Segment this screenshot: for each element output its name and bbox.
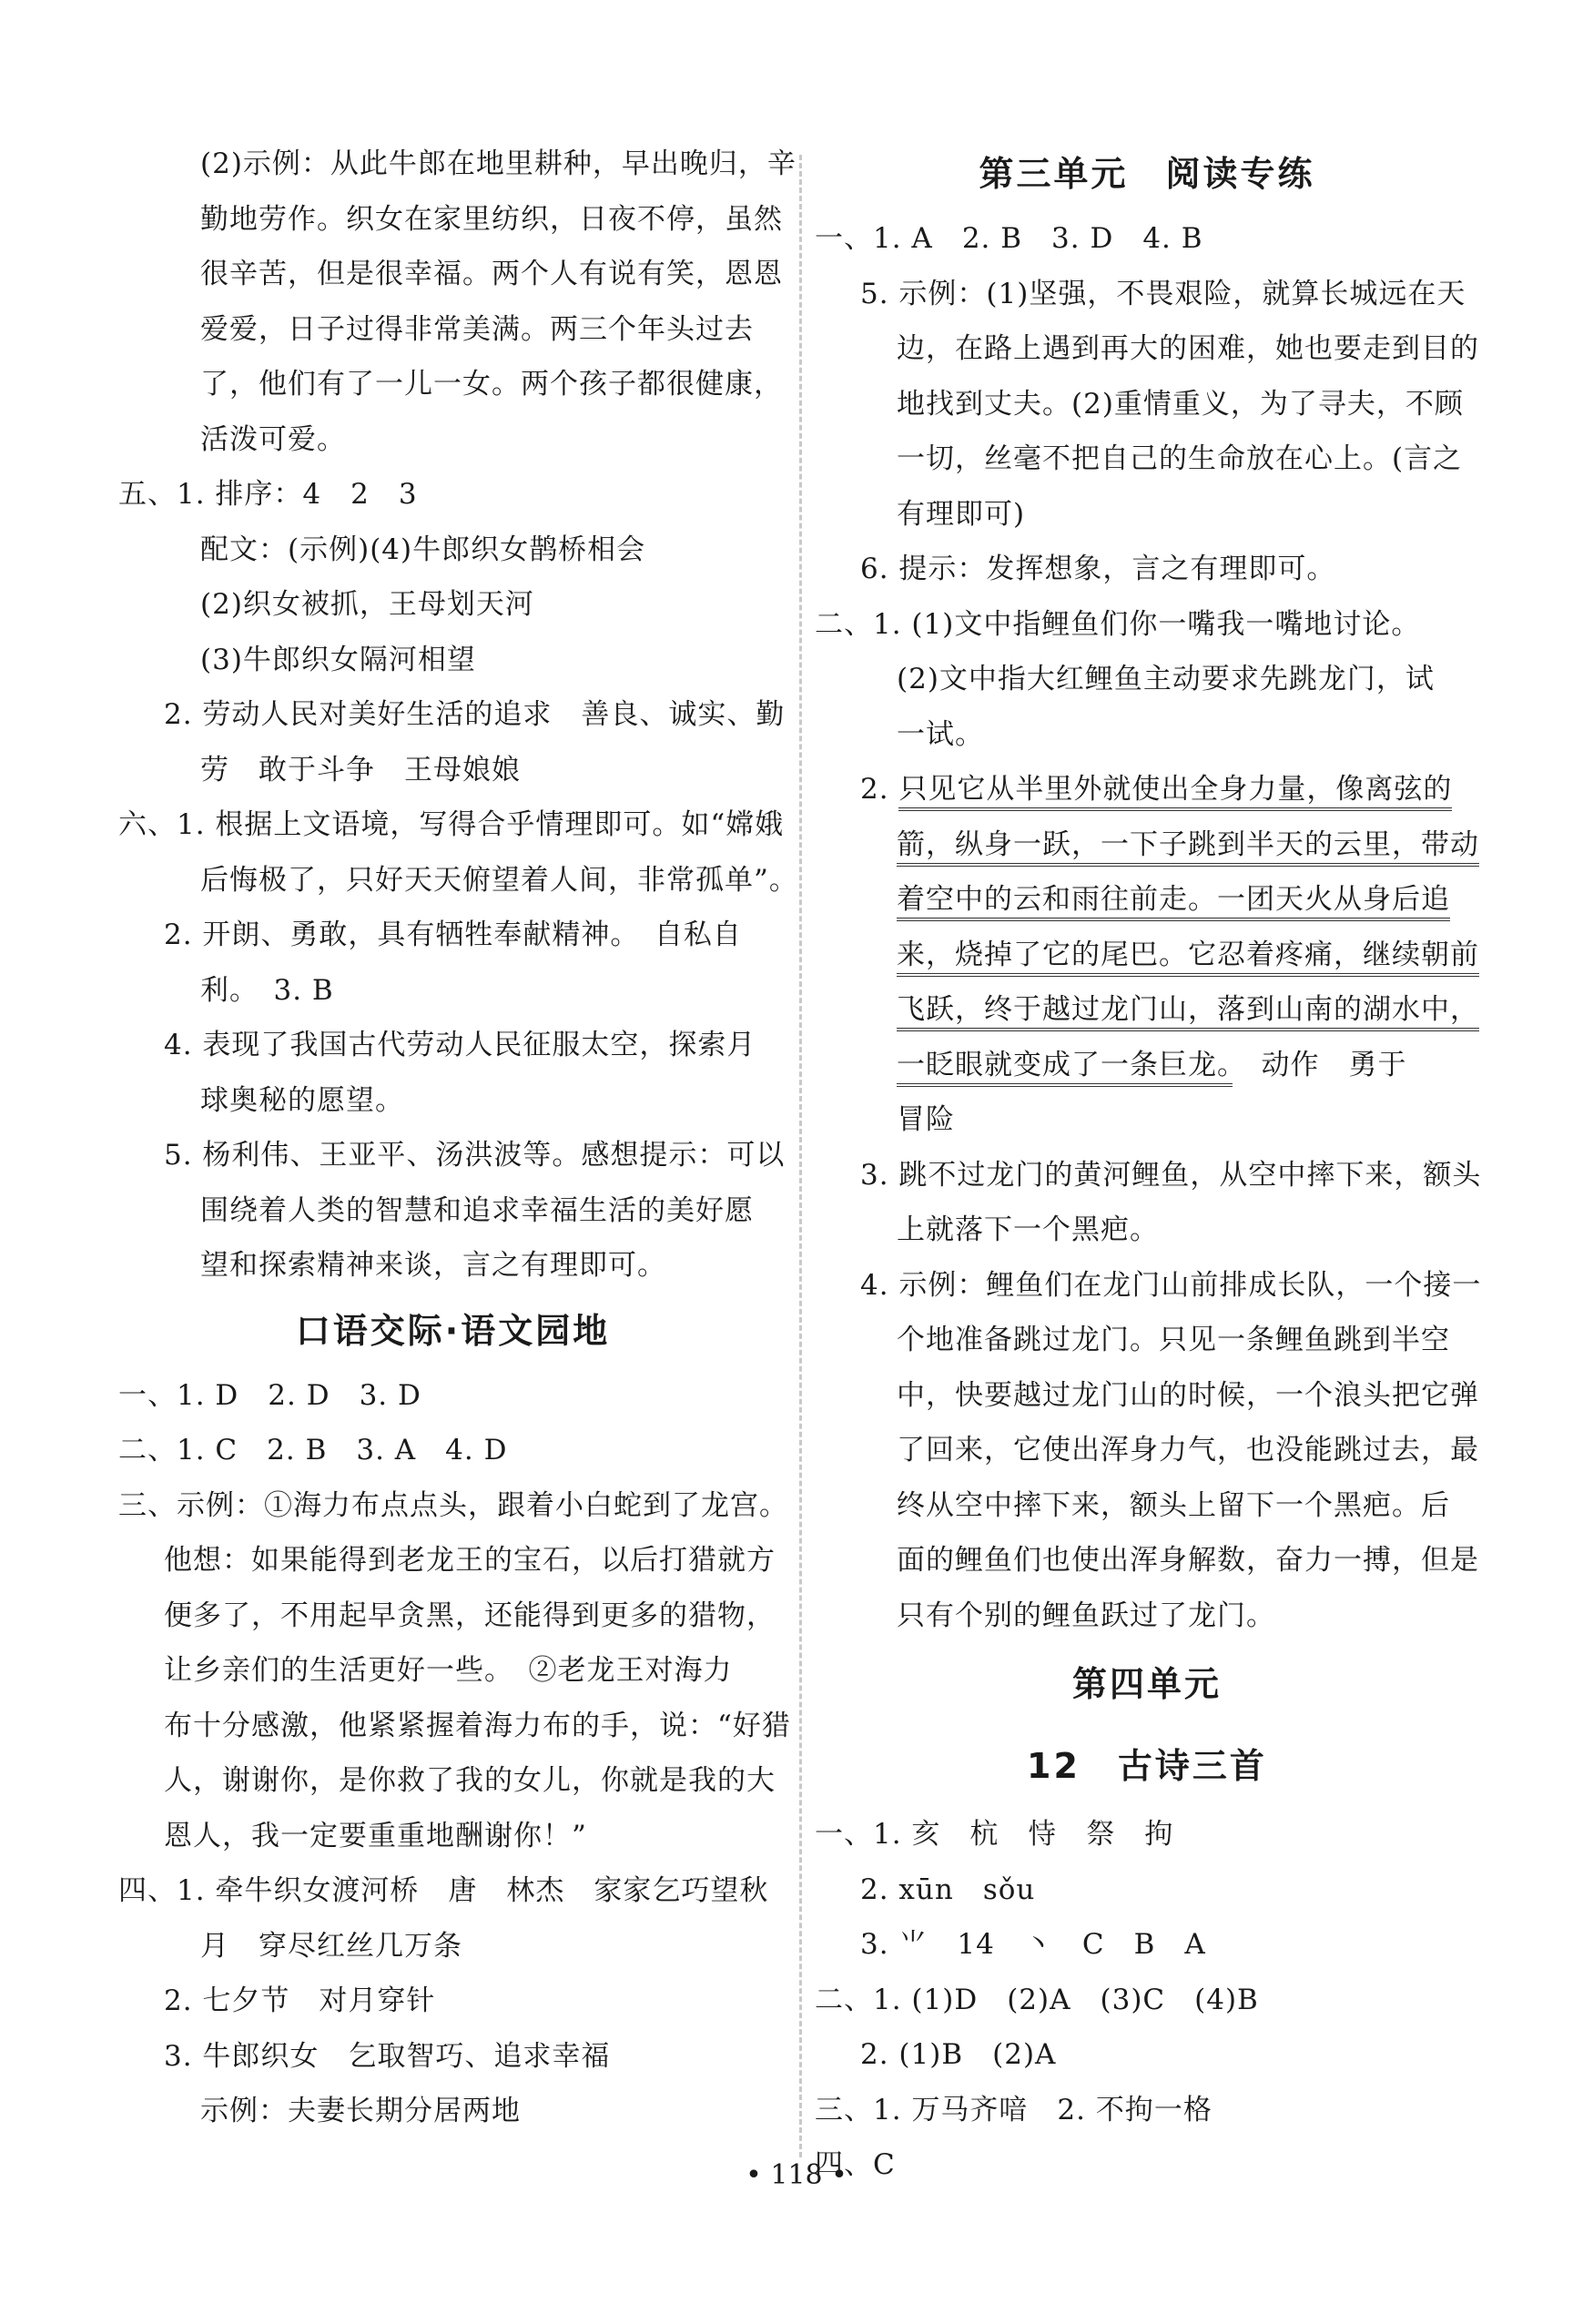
answer-line: 望和探索精神来谈，言之有理即可。: [200, 1249, 666, 1282]
answer-line: 了，他们有了一儿一女。两个孩子都很健康，: [200, 368, 783, 401]
answer-line: 终从空中摔下来，额头上留下一个黑疤。后: [897, 1488, 1450, 1522]
answer-line: 只有个别的鲤鱼跃过了龙门。: [897, 1598, 1275, 1632]
answer-line: 他想：如果能得到老龙王的宝石，以后打猎就方: [164, 1544, 776, 1577]
answer-line: [815, 817, 1479, 873]
answer-line: (2)示例：从此牛郎在地里耕种，早出晚归，辛: [200, 147, 796, 180]
underlined-text: 箭，纵身一跃，一下子跳到半天的云里，带动: [897, 828, 1479, 867]
section-heading-unit4: 第四单元: [1071, 1664, 1222, 1704]
answer-line: 边，在路上遇到再大的困难，她也要走到目的: [897, 332, 1479, 365]
answer-line: 配文：(示例)(4)牛郎织女鹊桥相会: [200, 533, 646, 566]
underlined-text: 来，烧掉了它的尾巴。它忍着疼痛，继续朝前: [897, 939, 1479, 977]
answer-line: 二、1. (1)文中指鲤鱼们你一嘴我一嘴地讨论。: [815, 607, 1421, 641]
underlined-text: 一眨眼就变成了一条巨龙。: [897, 1049, 1233, 1087]
answer-line: 一切，丝毫不把自己的生命放在心上。(言之: [897, 442, 1463, 475]
answer-line: 人，谢谢你，是你救了我的女儿，你就是我的大: [164, 1764, 776, 1797]
page-number: • 118 •: [746, 2159, 847, 2191]
answer-line: 三、示例：①海力布点点头，跟着小白蛇到了龙宫。: [118, 1488, 788, 1522]
answer-line: 上就落下一个黑疤。: [897, 1213, 1159, 1246]
column-divider: [799, 155, 802, 2157]
answer-line: [815, 928, 1479, 983]
answer-line: 了回来，它使出浑身力气，也没能跳过去，最: [897, 1434, 1479, 1466]
answer-line: 中，快要越过龙门山的时候，一个浪头把它弹: [897, 1378, 1479, 1412]
answer-line: 6. 提示：发挥想象，言之有理即可。: [860, 553, 1336, 585]
answer-line: 很辛苦，但是很幸福。两个人有说有笑，恩恩: [200, 258, 783, 290]
underlined-text: 飞跃，终于越过龙门山，落到山南的湖水中，: [897, 993, 1479, 1031]
answer-line: [815, 982, 1479, 1038]
answer-line: 二、1. (1)D (2)A (3)C (4)B: [815, 1983, 1259, 2016]
answer-line: 地找到丈夫。(2)重情重义，为了寻夫，不顾: [897, 387, 1464, 421]
answer-line: 一、1. A 2. B 3. D 4. B: [815, 222, 1203, 255]
answer-line: 布十分感激，他紧紧握着海力布的手，说：“好猎: [164, 1709, 791, 1742]
answer-line: 2. (1)B (2)A: [860, 2038, 1057, 2071]
section-heading-oral: 口语交际·语文园地: [295, 1310, 611, 1351]
answer-line: 五、1. 排序：4 2 3: [118, 478, 418, 511]
answer-line: 5. 杨利伟、王亚平、汤洪波等。感想提示：可以: [164, 1139, 786, 1172]
answer-line: 个地准备跳过龙门。只见一条鲤鱼跳到半空: [897, 1324, 1450, 1356]
answer-line: 活泼可爱。: [200, 422, 346, 456]
answer-line: 三、1. 万马齐喑 2. 不拘一格: [815, 2093, 1213, 2126]
answer-line: (2)文中指大红鲤鱼主动要求先跳龙门，试: [897, 663, 1435, 695]
answer-line: 2. 开朗、勇敢，具有牺牲奉献精神。 自私自: [164, 918, 742, 951]
left-column: [118, 137, 798, 2139]
answer-line: [815, 1038, 1479, 1093]
answer-line: 二、1. C 2. B 3. A 4. D: [118, 1434, 508, 1466]
lesson-heading-poems: 12 古诗三首: [1027, 1746, 1267, 1786]
answer-line: 示例：夫妻长期分居两地: [200, 2095, 521, 2127]
answer-line: [815, 762, 1479, 817]
answer-line: 后悔极了，只好天天俯望着人间，非常孤单”。: [200, 863, 798, 897]
answer-line: 勤地劳作。织女在家里纺织，日夜不停，虽然: [200, 202, 783, 236]
underlined-text: 着空中的云和雨往前走。一团天火从身后追: [897, 883, 1450, 921]
answer-line: 3. ⺌ 14 丶 C B A: [860, 1928, 1206, 1961]
answer-line: 四、C: [815, 2148, 896, 2181]
answer-line: 冒险: [897, 1103, 955, 1136]
answer-line: 四、1. 牵牛织女渡河桥 唐 林杰 家家乞巧望秋: [118, 1874, 769, 1907]
answer-line: [815, 872, 1479, 928]
answer-line: 球奥秘的愿望。: [200, 1083, 404, 1117]
answer-line: (3)牛郎织女隔河相望: [200, 643, 476, 676]
answer-line: 一试。: [897, 717, 984, 751]
answer-tail: 动作 勇于: [1232, 1048, 1407, 1081]
answer-line: 4. 表现了我国古代劳动人民征服太空，探索月: [164, 1029, 756, 1061]
answer-line: 围绕着人类的智慧和追求幸福生活的美好愿: [200, 1193, 754, 1227]
answer-line: 让乡亲们的生活更好一些。 ②老龙王对海力: [164, 1654, 733, 1687]
answer-line: 月 穿尽红丝几万条: [200, 1929, 462, 1963]
answer-line: 5. 示例：(1)坚强，不畏艰险，就算长城远在天: [860, 277, 1466, 310]
right-column: [815, 137, 1482, 2193]
answer-line: 便多了，不用起早贪黑，还能得到更多的猎物，: [164, 1598, 776, 1632]
answer-line: 2. 劳动人民对美好生活的追求 善良、诚实、勤: [164, 698, 786, 731]
answer-line: 面的鲤鱼们也使出浑身解数，奋力一搏，但是: [897, 1544, 1479, 1577]
answer-line: 利。 3. B: [200, 973, 334, 1007]
answer-line: 有理即可): [897, 497, 1026, 531]
answer-line: 2. xūn sǒu: [860, 1872, 1036, 1906]
answer-line: 3. 跳不过龙门的黄河鲤鱼，从空中摔下来，额头: [860, 1158, 1482, 1192]
underlined-text: 只见它从半里外就使出全身力量，像离弦的: [898, 773, 1452, 811]
answer-line: 恩人，我一定要重重地酬谢你！”: [164, 1819, 587, 1852]
section-heading-unit3: 第三单元 阅读专练: [979, 154, 1315, 194]
answer-line: 一、1. 亥 杭 恃 祭 拘: [815, 1818, 1174, 1851]
answer-line: 2. 七夕节 对月穿针: [164, 1984, 436, 2017]
answer-line: 4. 示例：鲤鱼们在龙门山前排成长队，一个接一: [860, 1268, 1482, 1302]
item-number: 2.: [860, 773, 899, 806]
answer-line: 劳 敢于斗争 王母娘娘: [200, 753, 521, 787]
answer-line: 六、1. 根据上文语境，写得合乎情理即可。如“嫦娥: [118, 808, 785, 841]
answer-line: 3. 牛郎织女 乞取智巧、追求幸福: [164, 2039, 611, 2073]
answer-line: 一、1. D 2. D 3. D: [118, 1378, 421, 1412]
answer-line: 爱爱，日子过得非常美满。两三个年头过去: [200, 312, 754, 346]
answer-line: (2)织女被抓，王母划天河: [200, 588, 534, 621]
